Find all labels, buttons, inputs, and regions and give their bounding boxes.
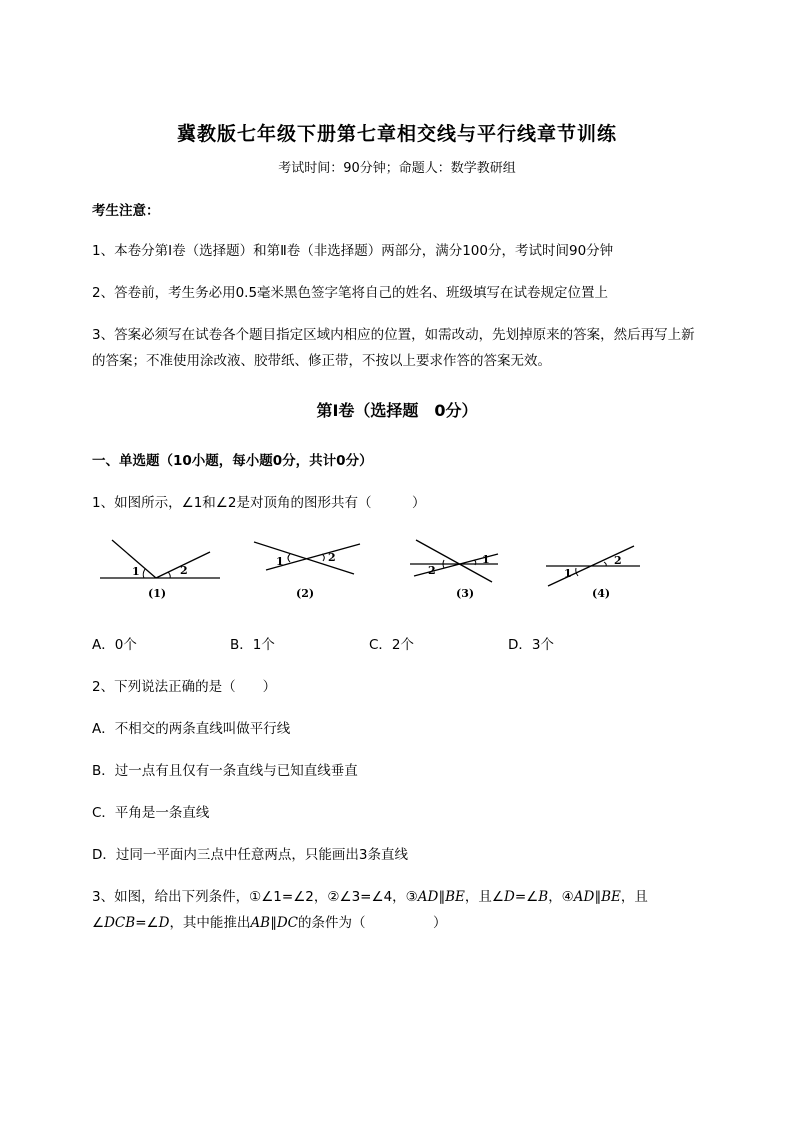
question-3-stem-line-2: ∠DCB=∠D，其中能推出AB∥DC的条件为（ ） [92, 915, 447, 931]
option-c[interactable]: C．2个 [369, 637, 415, 653]
option-a[interactable]: A．0个 [92, 637, 137, 653]
angle-label-1: 1 [132, 565, 140, 578]
option-d[interactable]: D．3个 [508, 637, 554, 653]
section-title: 第I卷（选择题 0分） [316, 401, 478, 420]
question-2-option-b[interactable]: B．过一点有且仅有一条直线与已知直线垂直 [92, 763, 358, 779]
figure-caption: (1) [148, 587, 167, 600]
question-2-option-c[interactable]: C．平角是一条直线 [92, 805, 210, 821]
figure-caption: (4) [592, 587, 611, 600]
angle-label-1: 1 [482, 553, 490, 566]
question-2-stem: 2、下列说法正确的是（ ） [92, 679, 277, 695]
angle-label-1: 1 [276, 555, 284, 568]
option-b[interactable]: B．1个 [230, 637, 275, 653]
angle-label-2: 2 [428, 564, 436, 577]
angle-label-1: 1 [564, 567, 572, 580]
notice-item-2: 2、答卷前，考生务必用0.5毫米黑色签字笔将自己的姓名、班级填写在试卷规定位置上 [92, 285, 609, 301]
question-1-stem: 1、如图所示，∠1和∠2是对顶角的图形共有（ ） [92, 495, 426, 511]
exam-info: 考试时间：90分钟；命题人：数学教研组 [278, 161, 516, 176]
angle-label-2: 2 [328, 551, 336, 564]
notice-item-1: 1、本卷分第I卷（选择题）和第Ⅱ卷（非选择题）两部分，满分100分，考试时间90分钟 [92, 243, 614, 259]
question-2-option-a[interactable]: A．不相交的两条直线叫做平行线 [92, 721, 291, 737]
part-heading: 一、单选题（10小题，每小题0分，共计0分） [92, 453, 373, 469]
figure-4 [542, 530, 672, 609]
angle-label-2: 2 [180, 564, 188, 577]
figure-caption: (3) [456, 587, 475, 600]
notice-heading: 考生注意： [92, 203, 160, 219]
notice-item-3-cont: 的答案；不准使用涂改液、胶带纸、修正带，不按以上要求作答的答案无效。 [92, 353, 551, 369]
question-2-option-d[interactable]: D．过同一平面内三点中任意两点，只能画出3条直线 [92, 847, 408, 863]
page-title: 冀教版七年级下册第七章相交线与平行线章节训练 [176, 123, 617, 145]
figure-3 [404, 530, 534, 609]
figure-2 [246, 530, 376, 609]
notice-item-3: 3、答案必须写在试卷各个题目指定区域内相应的位置，如需改动，先划掉原来的答案，然后再写上新 [92, 327, 695, 343]
question-3-stem-line-1: 3、如图，给出下列条件，①∠1=∠2，②∠3=∠4，③AD∥BE，且∠D=∠B，④AD∥BE，且 [92, 889, 648, 905]
angle-label-2: 2 [614, 554, 622, 567]
figure-1 [96, 530, 226, 609]
figure-caption: (2) [296, 587, 315, 600]
